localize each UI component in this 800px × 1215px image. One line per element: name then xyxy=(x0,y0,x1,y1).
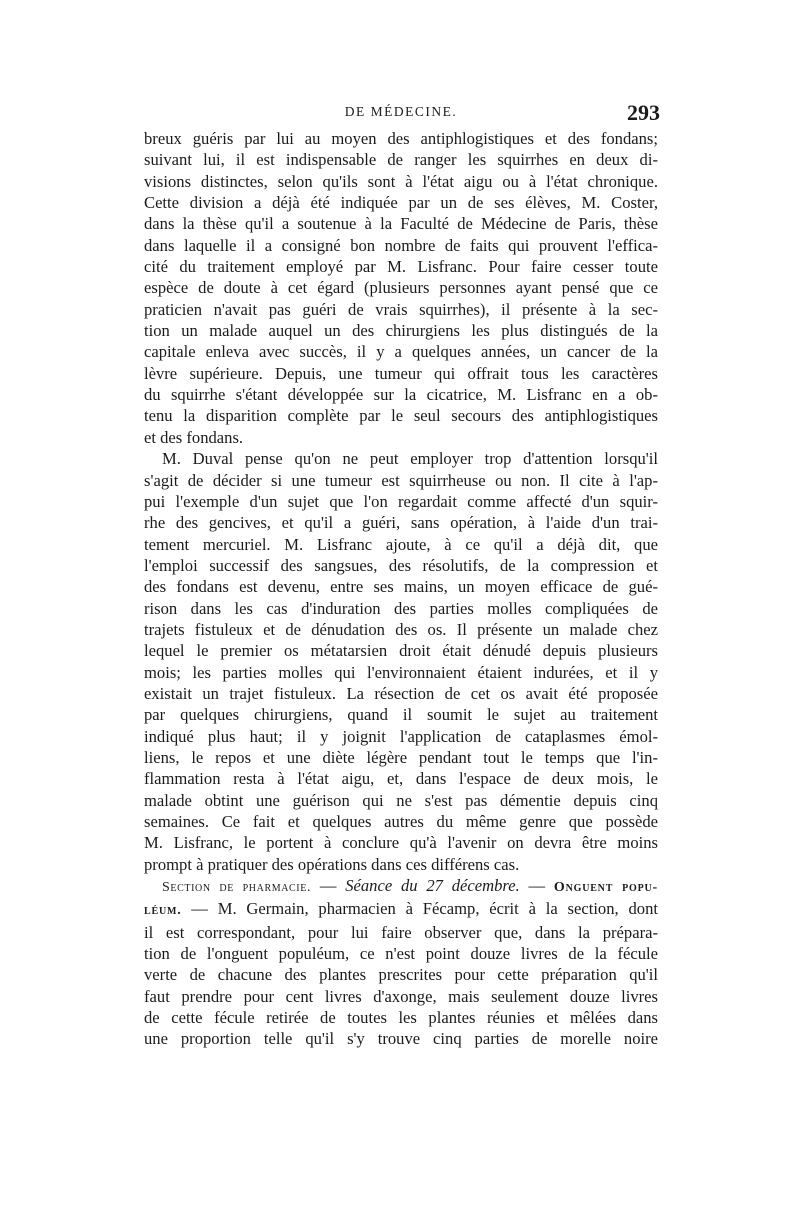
text-line: par quelques chirurgiens, quand il soumit le sujet au traitement xyxy=(144,705,658,725)
text-line: et des fondans. xyxy=(144,427,244,447)
text-line: tement mercuriel. M. Lisfranc ajoute, à ce qu'il a déjà dit, que xyxy=(144,534,658,554)
heading-onguent: Onguent popu- xyxy=(553,880,658,896)
text-line: indiqué plus haut; il y joignit l'application de cataplasmes émol- xyxy=(144,726,658,746)
page-number: 293 xyxy=(627,100,660,125)
dash: — xyxy=(519,876,554,896)
text-line: des fondans est devenu, entre ses mains, un moyen efficace de gué- xyxy=(144,577,658,597)
book-page xyxy=(144,100,658,1050)
text-line: faut prendre pour cent livres d'axonge, mais seulement douze livres xyxy=(144,986,658,1006)
text-line: tion un malade auquel un des chirurgiens les plus distingués de la xyxy=(144,321,658,341)
running-head xyxy=(144,100,658,124)
text-line: breux guéris par lui au moyen des antiphlogistiques et des fondans; xyxy=(144,129,658,148)
paragraph-antiphlogistiques xyxy=(144,128,658,448)
text-line: prompt à pratiquer des opérations dans ces différens cas. xyxy=(144,854,520,874)
text-line: rhe des gencives, et qu'il a guéri, sans opération, à l'aide d'un trai- xyxy=(144,513,658,533)
text-line: Cette division a déjà été indiquée par un de ses élèves, M. Coster, xyxy=(144,193,658,213)
paragraph-lines xyxy=(144,922,658,1050)
text-line: lèvre supérieure. Depuis, une tumeur qui offrait tous les caractères xyxy=(144,363,658,383)
text-line: l'emploi successif des sangsues, des résolutifs, de la compression et xyxy=(144,555,658,575)
text-line: dans la thèse qu'il a soutenue à la Faculté de Médecine de Paris, thèse xyxy=(144,214,658,234)
text-line: visions distinctes, selon qu'ils sont à l'état aigu ou à l'état chronique. xyxy=(144,171,658,191)
section-label: Section de pharmacie. xyxy=(162,880,312,896)
paragraph-section-pharmacie xyxy=(144,875,658,1050)
text-line: mois; les parties molles qui l'environnaient étaient indurées, et il y xyxy=(144,662,658,682)
text-line: semaines. Ce fait et quelques autres du même genre que possède xyxy=(144,812,658,831)
text-line xyxy=(144,898,658,921)
text-line: s'agit de décider si une tumeur est squirrheuse ou non. Il cite à l'ap- xyxy=(144,470,658,490)
text-line: pui l'exemple d'un sujet que l'on regardait comme affecté d'un squir- xyxy=(144,491,658,511)
heading-populeum: léum. xyxy=(144,903,182,919)
text-line: du squirrhe s'étant développée sur la cicatrice, M. Lisfranc en a ob- xyxy=(144,385,658,405)
text-line: de cette fécule retirée de toutes les plantes réunies et mêlées dans xyxy=(144,1008,658,1028)
text-line: praticien n'avait pas guéri de vrais squirrhes), il présente à la sec- xyxy=(144,299,658,319)
text-line: tenu la disparition complète par le seul secours des antiphlogistiques xyxy=(144,406,658,426)
text-line: flammation resta à l'état aigu, et, dans l'espace de deux mois, le xyxy=(144,769,658,789)
text-line: malade obtint une guérison qui ne s'est pas démentie depuis cinq xyxy=(144,790,658,810)
text-line: existait un trajet fistuleux. La résection de cet os avait été proposée xyxy=(144,683,658,703)
heading-continuation: — M. Germain, pharmacien à Fécamp, écrit à la section, dont xyxy=(181,899,658,919)
text-line: suivant lui, il est indispensable de ranger les squirrhes en deux di- xyxy=(144,150,658,170)
session-date: Séance du 27 décembre. xyxy=(345,876,520,896)
text-line: cité du traitement employé par M. Lisfranc. Pour faire cesser toute xyxy=(144,257,658,277)
text-line: lequel le premier os métatarsien droit était dénudé depuis plusieurs xyxy=(144,641,658,661)
text-line: capitale enleva avec succès, il y a quelques années, un cancer de la xyxy=(144,342,658,362)
text-line: il est correspondant, pour lui faire observer que, dans la prépara- xyxy=(144,922,658,942)
text-line xyxy=(144,875,658,898)
dash: — xyxy=(311,876,346,896)
text-line: tion de l'onguent populéum, ce n'est point douze livres de la fécule xyxy=(144,944,658,964)
paragraph-duval xyxy=(144,448,658,875)
text-line: trajets fistuleux et de dénudation des os. Il présente un malade chez xyxy=(144,619,658,639)
text-line: une proportion telle qu'il s'y trouve cinq parties de morelle noire xyxy=(144,1029,658,1049)
text-line: verte de chacune des plantes prescrites pour cette préparation qu'il xyxy=(144,965,658,985)
body-text xyxy=(144,128,658,1050)
text-line: M. Lisfranc, le portent à conclure qu'à l'avenir on devra être moins xyxy=(144,833,658,853)
text-line: dans laquelle il a consigné bon nombre de faits qui prouvent l'effica- xyxy=(144,235,658,255)
text-line: rison dans les cas d'induration des parties molles compliquées de xyxy=(144,598,658,618)
text-line: espèce de doute à cet égard (plusieurs personnes ayant pensé que ce xyxy=(144,278,658,298)
running-title: DE MÉDECINE. xyxy=(344,104,458,119)
text-line: liens, le repos et une diète légère pendant tout le temps que l'in- xyxy=(144,747,658,767)
text-line: M. Duval pense qu'on ne peut employer trop d'attention lorsqu'il xyxy=(162,449,658,469)
